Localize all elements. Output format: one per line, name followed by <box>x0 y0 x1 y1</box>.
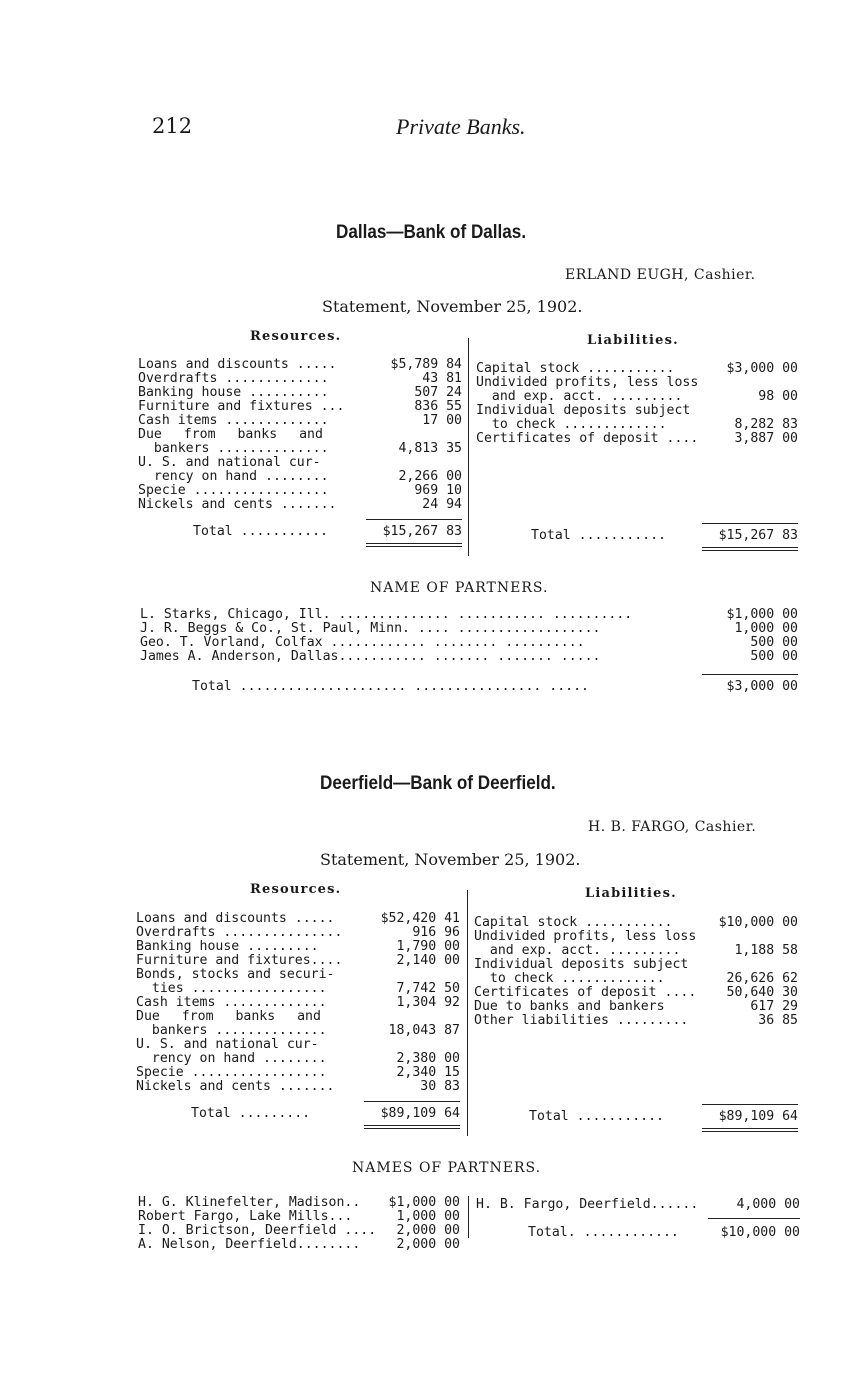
partner-row: J. R. Beggs & Co., St. Paul, Minn. .... .................. 1,000 00 <box>140 621 798 636</box>
resources-total-row: Total ......... $89,109 64 <box>191 1106 460 1121</box>
resource-row: Nickels and cents ....... 30 83 <box>136 1079 460 1094</box>
resources-total-row: Total ........... $15,267 83 <box>193 524 462 539</box>
resource-row: bankers .............. 18,043 87 <box>136 1023 460 1038</box>
bank-title-deerfield: Deerfield—Bank of Deerfield. <box>320 773 556 794</box>
subtotal-rule <box>702 1104 798 1105</box>
liability-row: Undivided profits, less loss <box>476 375 699 390</box>
liability-row: to check ............. 26,626 62 <box>474 971 798 986</box>
liability-row: Certificates of deposit .... 3,887 00 <box>476 431 798 446</box>
resource-row: rency on hand ........ 2,380 00 <box>136 1051 460 1066</box>
resource-row: Specie ................. 969 10 <box>138 483 462 498</box>
liability-row: and exp. acct. ......... 1,188 58 <box>474 943 798 958</box>
partner-row: Robert Fargo, Lake Mills... 1,000 00 <box>138 1209 460 1224</box>
resource-row: Banking house .......... 507 24 <box>138 385 462 400</box>
partners-list-right <box>476 1198 800 1214</box>
partners-total-row: Total. ............ $10,000 00 <box>528 1225 800 1240</box>
subtotal-rule <box>708 1218 800 1219</box>
subtotal-rule <box>364 1101 460 1102</box>
resource-row: Banking house ......... 1,790 00 <box>136 939 460 954</box>
resource-row: Cash items ............. 17 00 <box>138 413 462 428</box>
resource-row: rency on hand ........ 2,266 00 <box>138 469 462 484</box>
column-divider <box>467 890 468 1136</box>
resource-row: U. S. and national cur- <box>138 455 321 470</box>
subtotal-rule <box>366 519 462 520</box>
resource-row: Loans and discounts ..... $52,420 41 <box>136 911 460 926</box>
liability-row: Individual deposits subject <box>476 403 691 418</box>
cashier-deerfield: H. B. FARGO, Cashier. <box>588 819 757 835</box>
partner-row: L. Starks, Chicago, Ill. .............. ........... .......... $1,000 00 <box>140 607 798 622</box>
resource-row: Overdrafts ............... 916 96 <box>136 925 460 940</box>
resource-row: Furniture and fixtures.... 2,140 00 <box>136 953 460 968</box>
resource-row: U. S. and national cur- <box>136 1037 319 1052</box>
total-double-rule <box>702 547 798 551</box>
partners-heading-deerfield: NAMES OF PARTNERS. <box>352 1160 542 1176</box>
partner-row: H. G. Klinefelter, Madison.. $1,000 00 <box>138 1195 460 1210</box>
liabilities-heading: Liabilities. <box>585 886 677 901</box>
subtotal-rule <box>702 523 798 524</box>
resources-table <box>138 358 462 518</box>
liability-row: Due to banks and bankers 617 29 <box>474 999 798 1014</box>
liability-row: Capital stock ........... $3,000 00 <box>476 361 798 376</box>
resource-row: Due from banks and <box>138 427 323 442</box>
partners-total-row: Total ..................... ................ ..... $3,000 00 <box>192 679 798 694</box>
partners-list-dallas <box>140 608 798 668</box>
liability-row: Individual deposits subject <box>474 957 689 972</box>
resource-row: Bonds, stocks and securi- <box>136 967 335 982</box>
liability-row: Capital stock ........... $10,000 00 <box>474 915 798 930</box>
partner-row: I. O. Brictson, Deerfield .... 2,000 00 <box>138 1223 460 1238</box>
liability-row: Undivided profits, less loss <box>474 929 697 944</box>
liabilities-total-row: Total ........... $15,267 83 <box>531 528 798 543</box>
running-head: Private Banks. <box>396 114 526 139</box>
resources-table <box>136 912 460 1096</box>
total-double-rule <box>702 1128 798 1132</box>
liabilities-table <box>476 362 798 452</box>
statement-date-dallas: Statement, November 25, 1902. <box>322 297 583 316</box>
cashier-dallas: ERLAND EUGH, Cashier. <box>565 267 756 283</box>
resource-row: Cash items ............. 1,304 92 <box>136 995 460 1010</box>
resources-heading: Resources. <box>250 329 342 344</box>
liability-row: to check ............. 8,282 83 <box>476 417 798 432</box>
liability-row: Other liabilities ......... 36 85 <box>474 1013 798 1028</box>
resource-row: Furniture and fixtures ... 836 55 <box>138 399 462 414</box>
liabilities-total-row: Total ........... $89,109 64 <box>529 1109 798 1124</box>
total-double-rule <box>364 1125 460 1129</box>
column-divider <box>468 338 469 556</box>
partner-row: James A. Anderson, Dallas........... ....... ....... ..... 500 00 <box>140 649 798 664</box>
partner-row: H. B. Fargo, Deerfield...... 4,000 00 <box>476 1197 800 1212</box>
partner-row: Geo. T. Vorland, Colfax ............ ........ .......... 500 00 <box>140 635 798 650</box>
resource-row: bankers .............. 4,813 35 <box>138 441 462 456</box>
resource-row: Overdrafts ............. 43 81 <box>138 371 462 386</box>
partners-list-left <box>138 1196 460 1256</box>
resource-row: Nickels and cents ....... 24 94 <box>138 497 462 512</box>
resource-row: Due from banks and <box>136 1009 321 1024</box>
subtotal-rule <box>702 674 798 675</box>
liabilities-table <box>474 916 798 1028</box>
liability-row: Certificates of deposit .... 50,640 30 <box>474 985 798 1000</box>
page-number: 212 <box>152 114 193 138</box>
bank-title-dallas: Dallas—Bank of Dallas. <box>336 222 527 243</box>
resource-row: Loans and discounts ..... $5,789 84 <box>138 357 462 372</box>
statement-date-deerfield: Statement, November 25, 1902. <box>320 850 581 869</box>
resource-row: Specie ................. 2,340 15 <box>136 1065 460 1080</box>
partners-heading-dallas: NAME OF PARTNERS. <box>370 580 549 596</box>
resources-heading: Resources. <box>250 882 342 897</box>
liability-row: and exp. acct. ......... 98 00 <box>476 389 798 404</box>
partner-row: A. Nelson, Deerfield........ 2,000 00 <box>138 1237 460 1252</box>
total-double-rule <box>366 543 462 547</box>
liabilities-heading: Liabilities. <box>587 333 679 348</box>
partners-divider <box>468 1196 469 1238</box>
resource-row: ties ................. 7,742 50 <box>136 981 460 996</box>
